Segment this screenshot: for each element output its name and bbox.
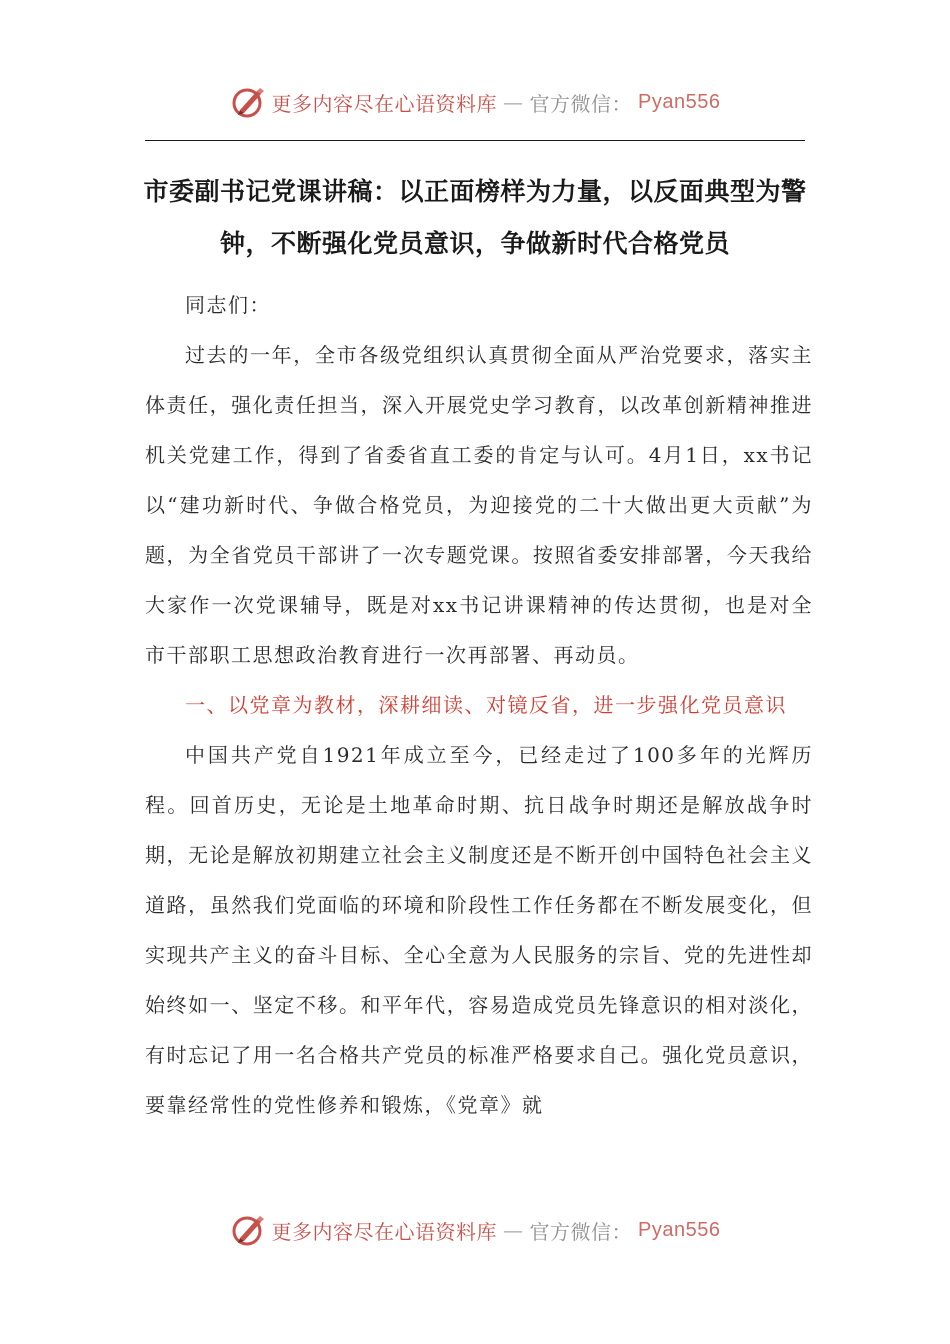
document-title: 市委副书记党课讲稿：以正面榜样为力量，以反面典型为警钟，不断强化党员意识，争做新时代合格党员 — [143, 177, 807, 258]
footer-banner — [0, 1208, 950, 1252]
banner-dash: — — [503, 90, 524, 114]
banner-handle: Pyan556 — [638, 1218, 721, 1241]
header-divider — [145, 140, 805, 141]
document-body — [145, 280, 813, 1130]
pen-circle-icon — [230, 84, 266, 120]
header-banner — [0, 80, 950, 124]
section-heading: 一、以党章为教材，深耕细读、对镜反省，进一步强化党员意识 — [185, 693, 787, 717]
intro-paragraph: 过去的一年，全市各级党组织认真贯彻全面从严治党要求，落实主体责任，强化责任担当，深入开展党史学习教育，以改革创新精神推进机关党建工作，得到了省委省直工委的肯定与认可。4月1日，xx书记以“建功新时代、争做合格党员，为迎接党的二十大做出更大贡献”为题，为全省党员干部讲了一次专题党课。按照省委安排部署，今天我给大家作一次党课辅导，既是对xx书记讲课精神的传达贯彻，也是对全市干部职工思想政治教育进行一次再部署、再动员。 — [145, 343, 813, 667]
banner-label: 官方微信： — [529, 91, 633, 116]
banner-dash: — — [503, 1218, 524, 1242]
banner-site-name: 更多内容尽在心语资料库 — [271, 1219, 498, 1244]
banner-site-name: 更多内容尽在心语资料库 — [271, 91, 498, 116]
salutation: 同志们： — [185, 293, 271, 317]
pen-circle-icon — [230, 1212, 266, 1248]
section-paragraph: 中国共产党自1921年成立至今，已经走过了100多年的光辉历程。回首历史，无论是土地革命时期、抗日战争时期还是解放战争时期，无论是解放初期建立社会主义制度还是不断开创中国特色社会主义道路，虽然我们党面临的环境和阶段性工作任务都在不断发展变化，但实现共产主义的奋斗目标、全心全意为人民服务的宗旨、党的先进性却始终如一、坚定不移。和平年代，容易造成党员先锋意识的相对淡化，有时忘记了用一名合格共产党员的标准严格要求自己。强化党员意识，要靠经常性的党性修养和锻炼，《党章》就 — [145, 743, 813, 1117]
banner-label: 官方微信： — [529, 1219, 633, 1244]
banner-handle: Pyan556 — [638, 90, 721, 113]
